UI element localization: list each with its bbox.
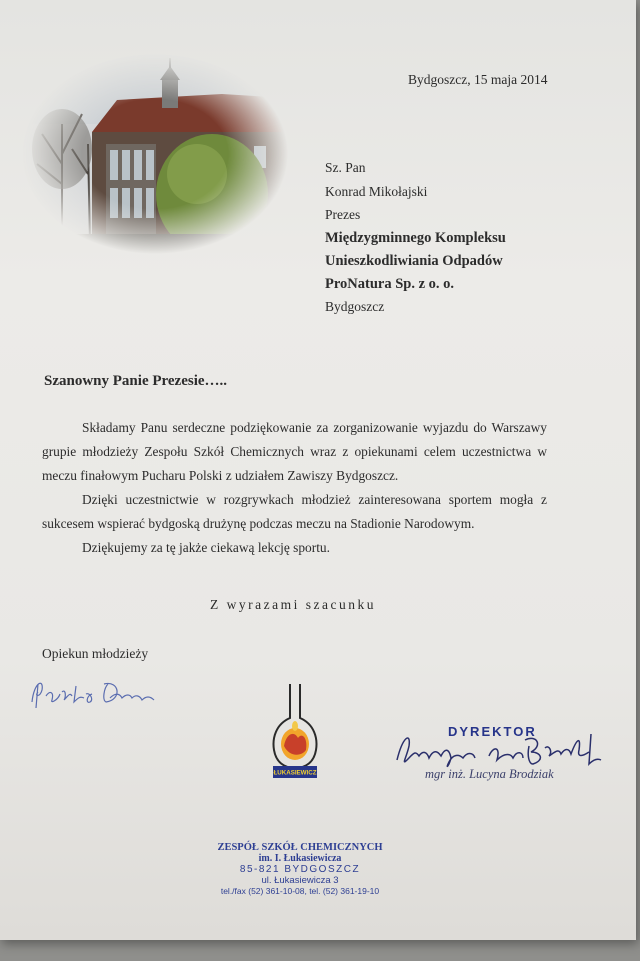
school-logo (270, 680, 320, 780)
salutation: Szanowny Panie Prezesie….. (44, 373, 228, 389)
stamp-street: ul. Łukasiewicza 3 (261, 875, 339, 886)
body-paragraph-3: Dziękujemy za tę jakże ciekawą lekcję sportu. (82, 540, 330, 555)
recipient-title: Sz. Pan (325, 160, 366, 175)
recipient-org-line1: Międzygminnego Kompleksu (325, 230, 506, 246)
stamp-patron: im. I. Łukasiewicza (258, 853, 342, 864)
recipient-position: Prezes (325, 207, 361, 222)
body-paragraph-1: Składamy Panu serdeczne podziękowanie za zorganizowanie wyjazdu do Warszawy grupie młodzieży Zespołu Szkół Chemicznych wraz z opiekunami celem uczestnictwa w meczu finałowym Pucharu Polski z udziałem Zawiszy Bydgoszcz. (42, 420, 547, 483)
director-name: mgr inż. Lucyna Brodziak (425, 767, 554, 781)
guardian-label: Opiekun młodzieży (42, 646, 149, 661)
recipient-org-line2: Unieszkodliwiania Odpadów (325, 253, 503, 269)
director-label: DYREKTOR (448, 724, 537, 739)
school-building-photo (22, 54, 288, 254)
closing-phrase: Z wyrazami szacunku (210, 597, 376, 612)
stamp-postal-city: 85-821 BYDGOSZCZ (239, 864, 361, 875)
stamp-phone: tel./fax (52) 361-10-08, tel. (52) 361-19-10 (220, 886, 380, 896)
school-stamp (205, 842, 395, 897)
logo-text: ŁUKASIEWICZ (273, 769, 317, 777)
guardian-signature (30, 674, 170, 714)
stamp-school-name: ZESPÓŁ SZKÓŁ CHEMICZNYCH (217, 842, 383, 853)
letter-date: Bydgoszcz, 15 maja 2014 (408, 72, 548, 87)
recipient-city: Bydgoszcz (325, 299, 385, 314)
recipient-org-line3: ProNatura Sp. z o. o. (325, 276, 455, 292)
body-paragraph-2: Dzięki uczestnictwie w rozgrywkach młodzież zainteresowana sportem mogła z sukcesem wspierać bydgoską drużynę podczas meczu na Stadionie Narodowym. (42, 492, 547, 531)
recipient-name: Konrad Mikołajski (325, 184, 428, 199)
